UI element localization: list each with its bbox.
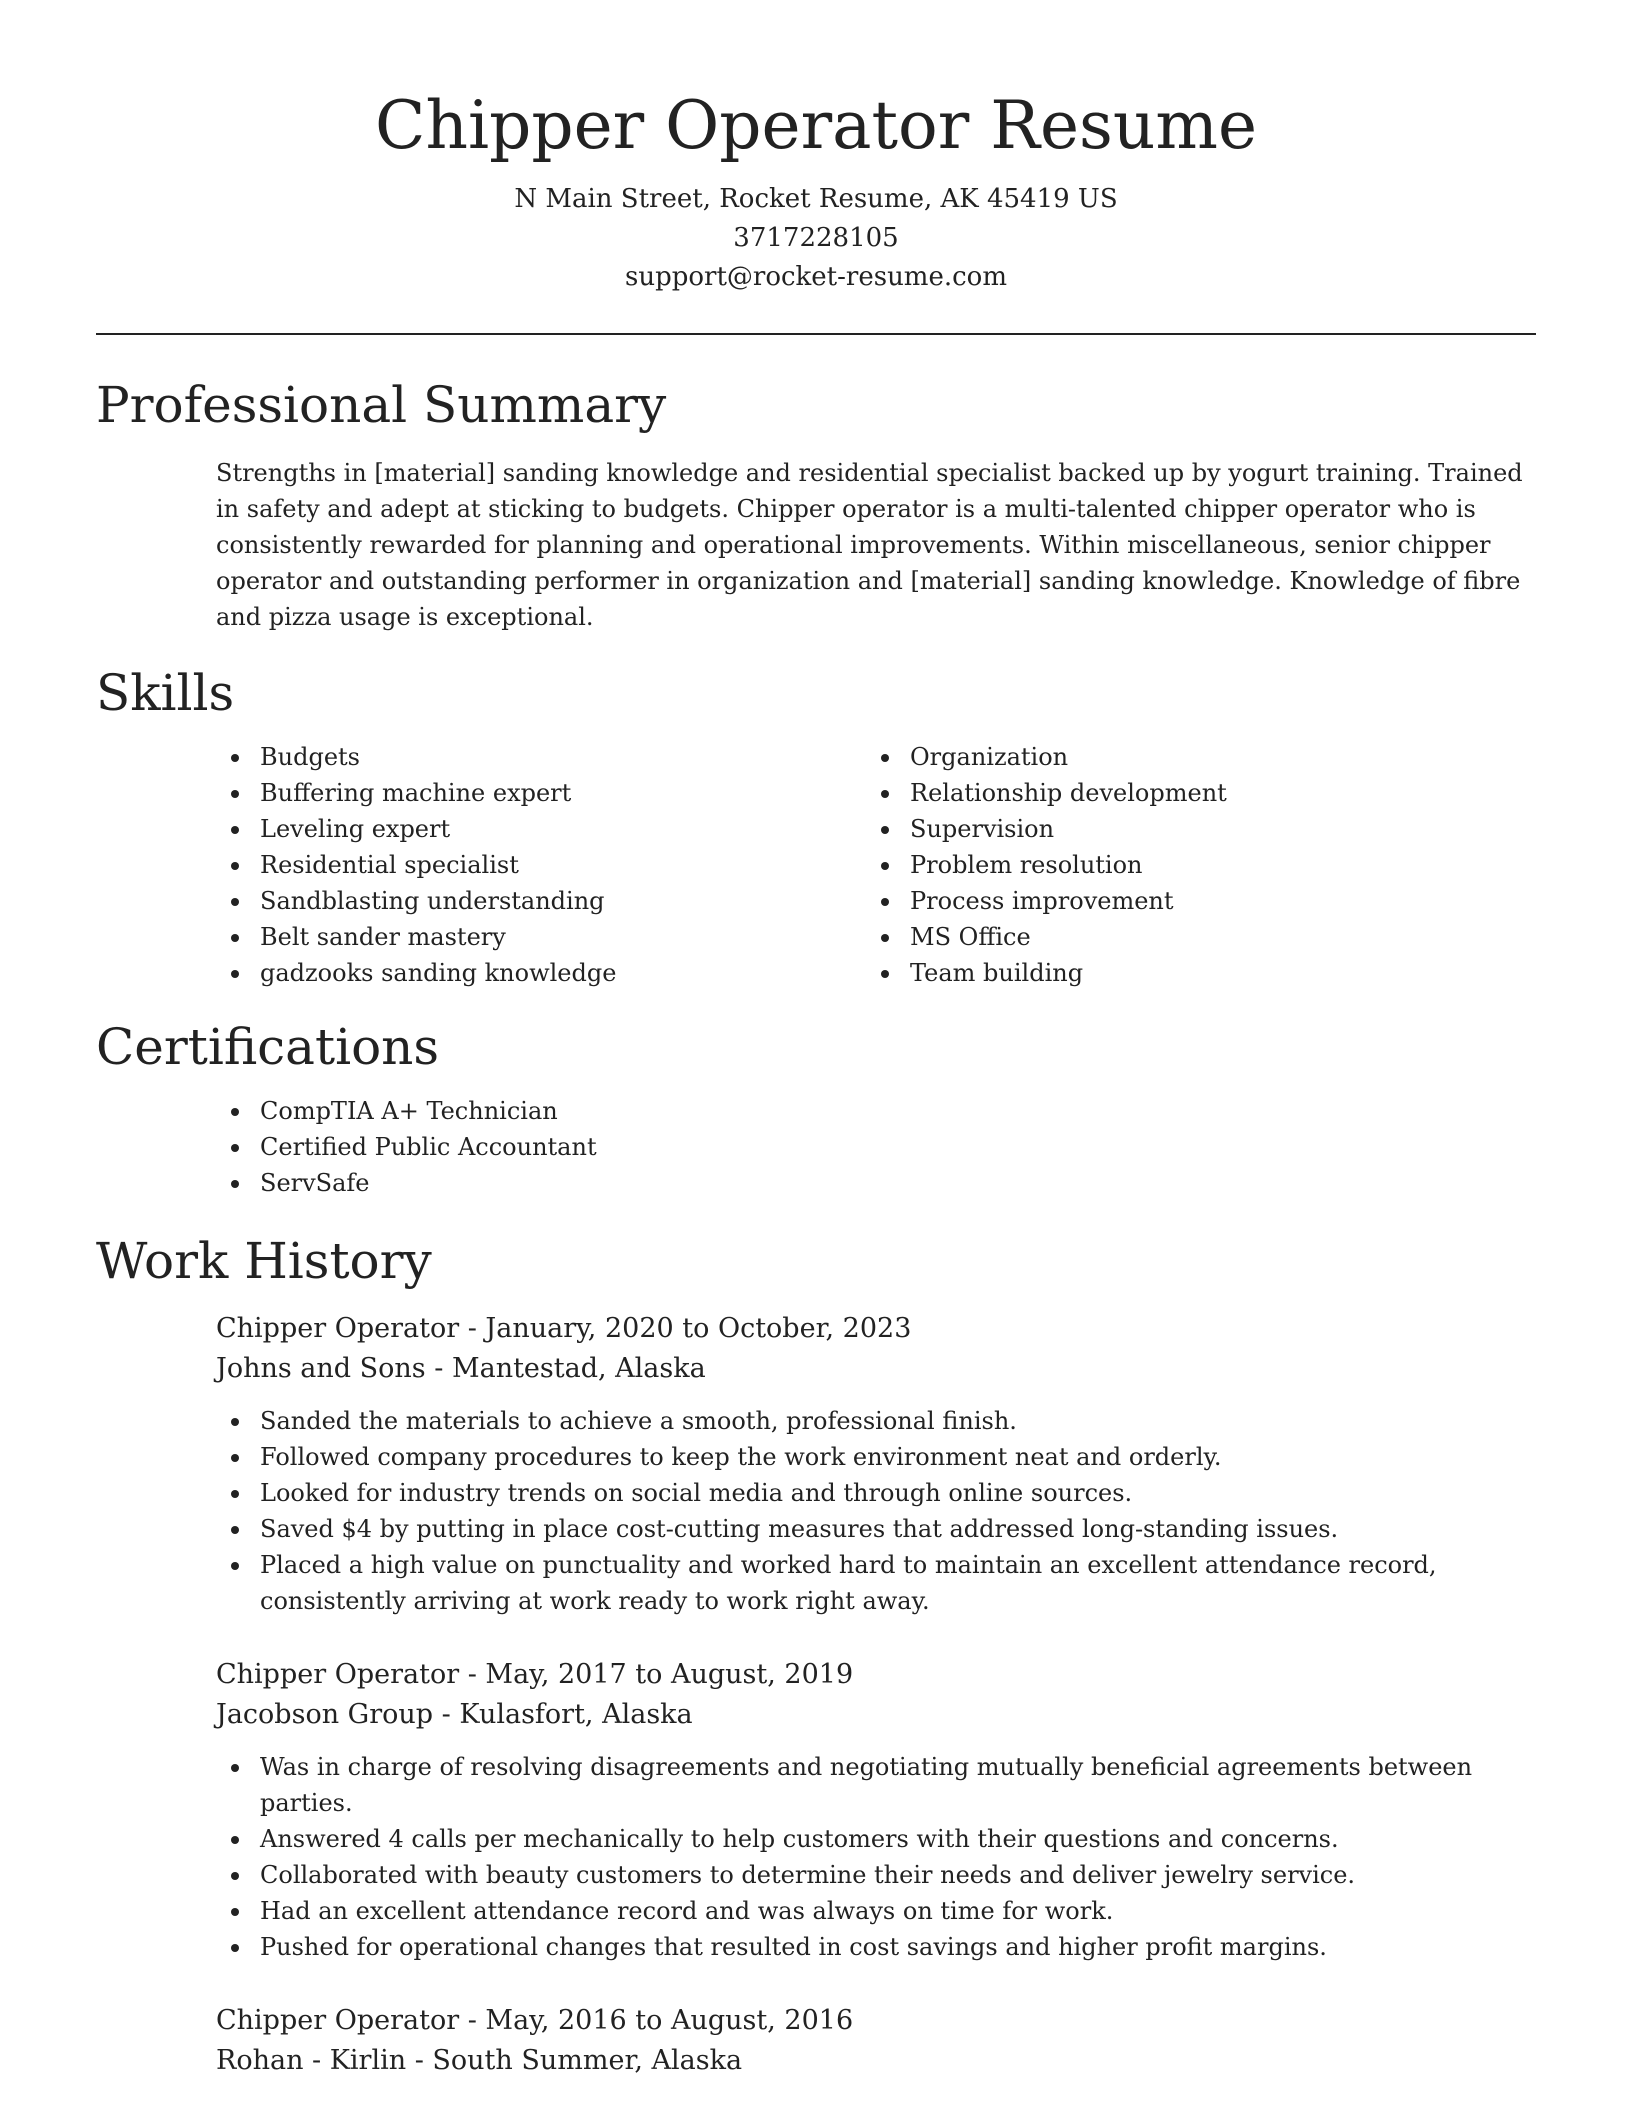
- job-dates: - May, 2017 to August, 2019: [459, 1659, 854, 1690]
- job-role-line: [216, 1309, 1536, 1349]
- job-location: - Mantestad, Alaska: [425, 1353, 706, 1384]
- job-bullet: Saved $4 by putting in place cost-cutting measures that addressed long-standing issues.: [216, 1511, 1536, 1547]
- skill-item: Team building: [866, 955, 1516, 991]
- contact-info: [96, 180, 1536, 297]
- job-company: Johns and Sons: [216, 1353, 426, 1384]
- skill-item: Buffering machine expert: [216, 775, 866, 811]
- job-company: Jacobson Group: [216, 1699, 434, 1730]
- resume-title: Chipper Operator Resume: [374, 87, 1258, 164]
- job-bullet: Was in charge of resolving disagreements and negotiating mutually beneficial agreements between parties.: [216, 1749, 1536, 1821]
- skill-item: Sandblasting understanding: [216, 883, 866, 919]
- certifications-list: [216, 1093, 1536, 1201]
- job-company: Rohan - Kirlin: [216, 2045, 407, 2076]
- job-bullet: Sanded the materials to achieve a smooth, professional finish.: [216, 1403, 1536, 1439]
- job-company-line: [216, 1349, 1536, 1389]
- skill-item: Supervision: [866, 811, 1516, 847]
- certifications-section: [96, 1017, 1536, 1201]
- job-role: Chipper Operator: [216, 2005, 460, 2036]
- job-entry: [216, 1309, 1536, 1389]
- summary-section: [96, 375, 1536, 635]
- job-role-line: [216, 2001, 1536, 2041]
- skill-item: Leveling expert: [216, 811, 866, 847]
- summary-heading: Professional Summary: [96, 376, 667, 434]
- skills-section: [96, 663, 1536, 991]
- job-bullet: Followed company procedures to keep the work environment neat and orderly.: [216, 1439, 1536, 1475]
- skill-item: Budgets: [216, 739, 866, 775]
- job-role-line: [216, 1655, 1536, 1695]
- job-entry: [216, 2001, 1536, 2081]
- job-bullet: Placed a high value on punctuality and worked hard to maintain an excellent attendance record, consistently arriving at work ready to work right away.: [216, 1547, 1536, 1619]
- job-bullet: Had an excellent attendance record and was always on time for work.: [216, 1893, 1536, 1929]
- skill-item: Belt sander mastery: [216, 919, 866, 955]
- contact-address: N Main Street, Rocket Resume, AK 45419 US: [514, 184, 1118, 214]
- certification-item: Certified Public Accountant: [216, 1129, 1536, 1165]
- job-company-line: [216, 2041, 1536, 2081]
- job-role: Chipper Operator: [216, 1313, 460, 1344]
- resume-header: [96, 0, 1536, 297]
- job-bullets: [216, 1403, 1536, 1619]
- skills-list-right: [866, 739, 1516, 991]
- job-location: - South Summer, Alaska: [406, 2045, 743, 2076]
- contact-email: support@rocket-resume.com: [624, 262, 1007, 292]
- certification-item: CompTIA A+ Technician: [216, 1093, 1536, 1129]
- job-bullets: [216, 1749, 1536, 1965]
- job-role: Chipper Operator: [216, 1659, 460, 1690]
- skills-heading: Skills: [96, 664, 235, 722]
- job-bullet: Collaborated with beauty customers to determine their needs and deliver jewelry service.: [216, 1857, 1536, 1893]
- skill-item: Residential specialist: [216, 847, 866, 883]
- job-bullet: Looked for industry trends on social media and through online sources.: [216, 1475, 1536, 1511]
- job-entry: [216, 1655, 1536, 1735]
- job-bullet: Pushed for operational changes that resulted in cost savings and higher profit margins.: [216, 1929, 1536, 1965]
- skill-item: Process improvement: [866, 883, 1516, 919]
- job-location: - Kulasfort, Alaska: [433, 1699, 693, 1730]
- contact-phone: 3717228105: [733, 223, 899, 253]
- skill-item: MS Office: [866, 919, 1516, 955]
- job-dates: - May, 2016 to August, 2016: [459, 2005, 854, 2036]
- skills-columns: [216, 739, 1536, 991]
- skill-item: Organization: [866, 739, 1516, 775]
- skill-item: Relationship development: [866, 775, 1516, 811]
- skills-list-left: [216, 739, 866, 991]
- certification-item: ServSafe: [216, 1165, 1536, 1201]
- job-bullet: Answered 4 calls per mechanically to help customers with their questions and concerns.: [216, 1821, 1536, 1857]
- skill-item: gadzooks sanding knowledge: [216, 955, 866, 991]
- job-dates: - January, 2020 to October, 2023: [459, 1313, 912, 1344]
- summary-text: Strengths in [material] sanding knowledge and residential specialist backed up by yogurt training. Trained in safety and adept at sticking to budgets. Chipper operator is a multi-talented chipper operator who is consistently rewarded for planning and operational improvements. Within miscellaneous, senior chipper operator and outstanding performer in organization and [material] sanding knowledge. Knowledge of fibre and pizza usage is exceptional.: [216, 459, 1523, 631]
- job-company-line: [216, 1695, 1536, 1735]
- work-history-section: [96, 1231, 1536, 2081]
- work-history-heading: Work History: [96, 1232, 432, 1290]
- header-divider: [96, 333, 1536, 335]
- skill-item: Problem resolution: [866, 847, 1516, 883]
- certifications-heading: Certifications: [96, 1018, 440, 1076]
- resume-page: [96, 0, 1536, 2112]
